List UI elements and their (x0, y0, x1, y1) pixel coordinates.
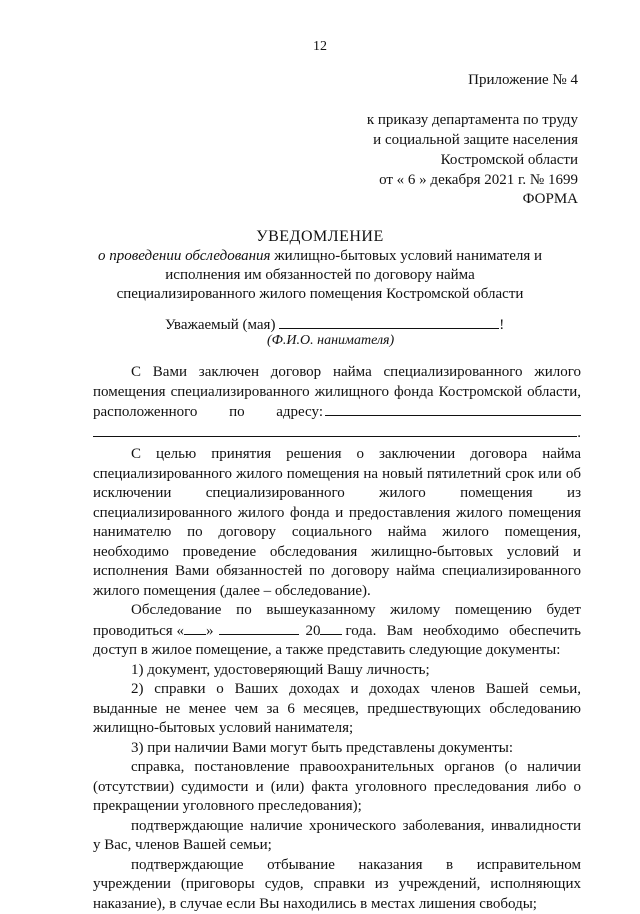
appendix-line: от « 6 » декабря 2021 г. № 1699 (367, 170, 578, 190)
document-body (93, 363, 581, 914)
list-item: 1) документ, удостоверяющий Вашу личность; (93, 661, 581, 681)
appendix-title: Приложение № 4 (468, 70, 578, 90)
address-label: расположенного по адресу: (93, 403, 323, 423)
address-end: . (577, 424, 581, 444)
paragraph-inspection (93, 601, 581, 661)
date-rest: года. Вам необходимо обеспечить (345, 622, 581, 642)
name-blank-line (279, 314, 499, 329)
paragraph-purpose: С целью принятия решения о заключении договора найма специализированного жилого помещения на новый пятилетний срок или об исключении специализированного жилого помещения из специализированного жилого фонда и предоставления жилого помещения нанимателю по договору социального найма жилого помещения, необходимо проведение обследования жилищно-бытовых условий и исполнения Вами обязанностей по договору найма специализированного жилого помещения (далее – обследование). (93, 445, 581, 601)
contract-line: С Вами заключен договор найма специализированного жилого (93, 363, 581, 383)
day-blank (184, 621, 206, 635)
year-prefix: 20 (305, 622, 320, 642)
list-item: 3) при наличии Вами могут быть представлены документы: (93, 739, 581, 759)
appendix-line: к приказу департамента по труду (367, 110, 578, 130)
date-close: » (206, 622, 214, 642)
heading-subtitle: жилищно-бытовых условий нанимателя и исполнения им обязанностей по договору найма специализированного жилого помещения Костромской области (117, 248, 542, 302)
month-blank (219, 621, 299, 635)
inspection-rest: доступ в жилое помещение, а также представить следующие документы: (93, 641, 581, 661)
list-item: 2) справки о Ваших доходах и доходах членов Вашей семьи, выданные не менее чем за 6 месяцев, предшествующих обследованию жилищно-бытовых условий нанимателя; (93, 680, 581, 739)
inspection-line: Обследование по вышеуказанному жилому помещению будет (93, 601, 581, 621)
address-row-2 (93, 423, 581, 444)
inspection-date-row (93, 621, 581, 642)
salutation-suffix: ! (499, 317, 504, 333)
address-row (93, 402, 581, 423)
appendix-line: Костромской области (367, 150, 578, 170)
document-title: УВЕДОМЛЕНИЕ (95, 227, 545, 246)
address-blank-line (325, 402, 581, 416)
forma-label: ФОРМА (523, 191, 578, 208)
list-item: подтверждающие наличие хронического заболевания, инвалидности у Вас, членов Вашей семьи; (93, 817, 581, 856)
salutation (165, 314, 504, 334)
address-blank-line (93, 423, 577, 437)
list-item: справка, постановление правоохранительных органов (о наличии (отсутствии) судимости и (или) факта уголовного преследования либо о прекращении уголовного преследования); (93, 758, 581, 817)
document-heading (95, 227, 545, 304)
appendix-reference (367, 110, 578, 190)
paragraph-contract (93, 363, 581, 443)
list-item: подтверждающие отбывание наказания в исправительном учреждении (приговоры судов, справки из учреждений, исполняющих наказание), в случае если Вы находились в местах лишения свободы; (93, 856, 581, 914)
salutation-prefix: Уважаемый (мая) (165, 317, 275, 333)
name-hint: (Ф.И.О. нанимателя) (267, 333, 394, 349)
year-blank (320, 621, 342, 635)
page-number: 12 (0, 39, 640, 55)
date-open: проводиться « (93, 622, 184, 642)
heading-subtitle-italic: о проведении обследования (98, 248, 271, 264)
appendix-line: и социальной защите населения (367, 130, 578, 150)
contract-line: помещения специализированного жилищного фонда Костромской области, (93, 383, 581, 403)
